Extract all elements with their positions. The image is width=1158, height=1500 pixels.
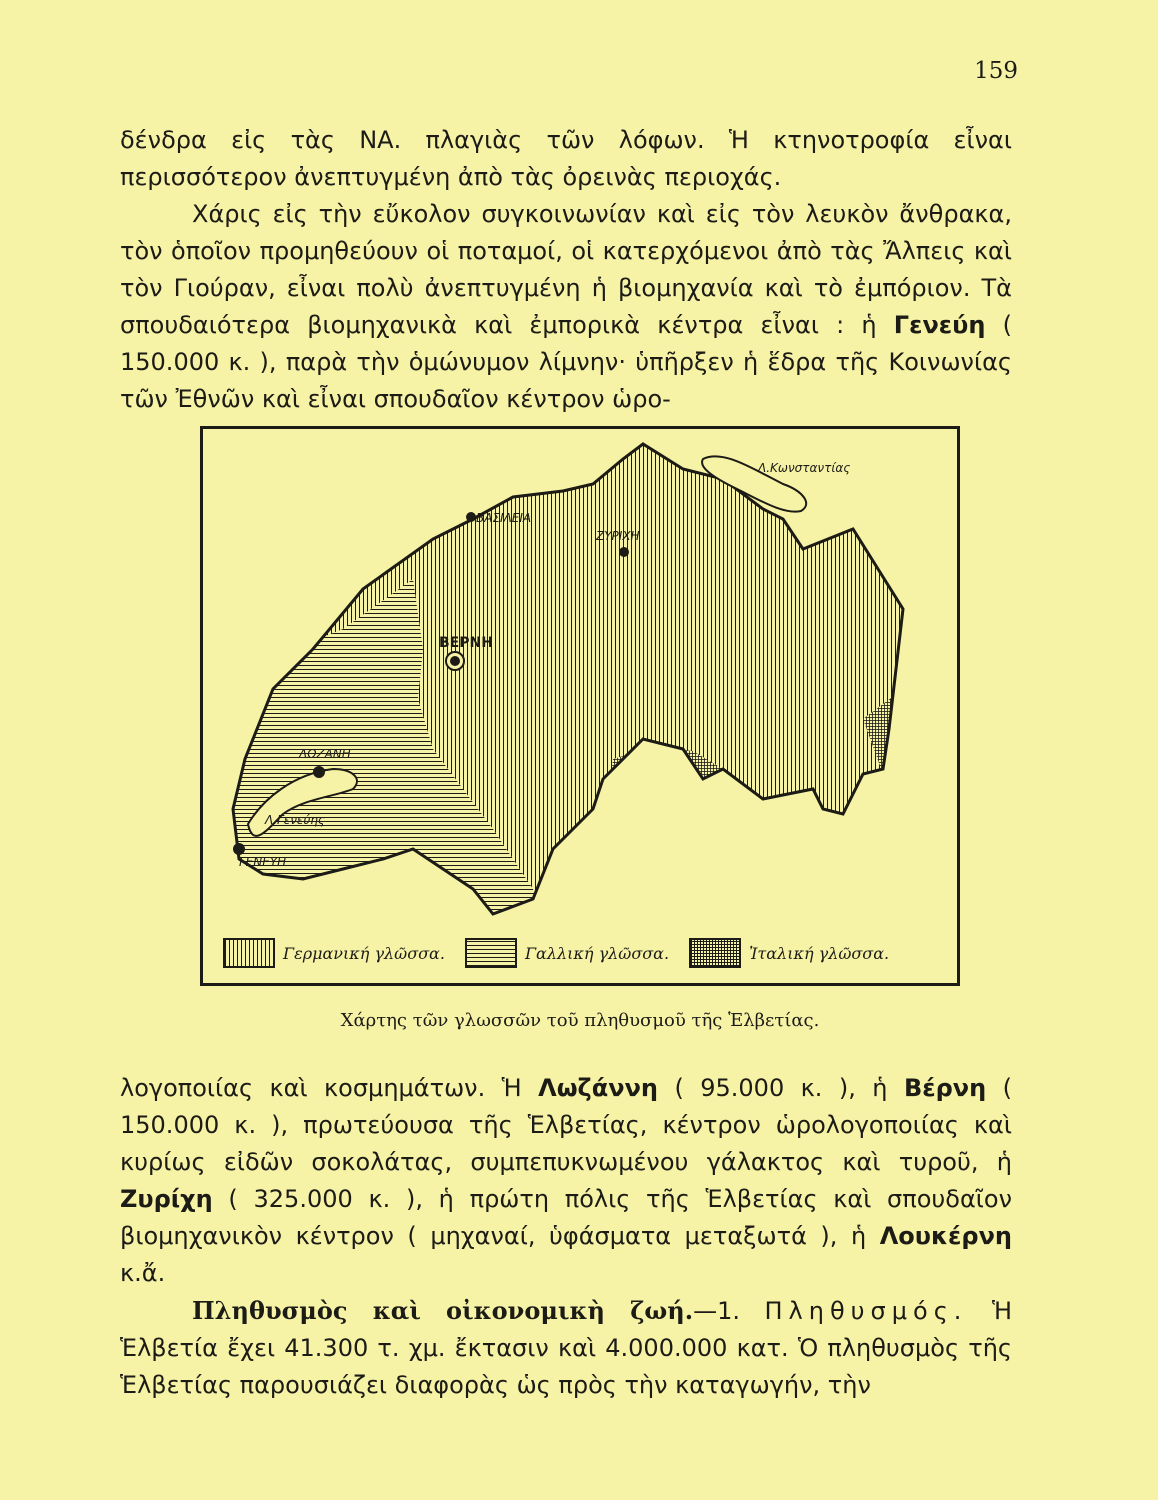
label-zurich: ΖΥΡΙΧΗ	[596, 529, 640, 543]
page-number: 159	[974, 58, 1018, 84]
legend-swatch-french	[465, 938, 517, 968]
legend-label-italian: Ἰταλική γλῶσσα.	[749, 943, 890, 963]
paragraph-1: δένδρα εἰς τὰς ΝΑ. πλαγιὰς τῶν λόφων. Ἡ κτηνοτροφία εἶναι περισσότερον ἀνεπτυγμένη ἀπὸ τὰς ὀρεινὰς περιοχάς.	[120, 126, 1012, 191]
map-caption: Χάρτης τῶν γλωσσῶν τοῦ πληθυσμοῦ τῆς Ἑλβετίας.	[340, 1010, 820, 1031]
geneva-dot	[233, 843, 245, 855]
bern-bold: Βέρνη	[903, 1074, 987, 1102]
map-drawing	[203, 429, 957, 933]
legend-label-french: Γαλλική γλῶσσα.	[524, 943, 670, 963]
section-heading: Πληθυσμὸς καὶ οἰκονομικὴ ζωή.	[192, 1296, 694, 1325]
p3-part-e: κ.ἄ.	[120, 1259, 166, 1287]
bern-dot-inner	[450, 656, 460, 666]
p4-rest: Ἡ Ἑλβετία ἔχει 41.300 τ. χμ. ἔκτασιν καὶ 4.000.000 κατ. Ὁ πληθυσμὸς τῆς Ἑλβετίας παρουσιάζει διαφορὰς ὡς πρὸς τὴν καταγωγήν, τὴν	[120, 1297, 1012, 1399]
text-block-top	[120, 122, 1012, 418]
p3-part-a: λογοποιίας καὶ κοσμημάτων. Ἡ	[120, 1074, 539, 1102]
language-map	[200, 426, 960, 986]
zurich-dot	[619, 547, 629, 557]
zurich-bold: Ζυρίχη	[120, 1185, 213, 1213]
paragraph-2-part-a: Χάρις εἰς τὴν εὔκολον συγκοινωνίαν καὶ εἰς τὸν λευκὸν ἄνθρακα, τὸν ὁποῖον προμηθεύουν οἱ ποταμοί, οἱ κατερχόμενοι ἀπὸ τὰς Ἄλπεις καὶ τὸν Γιούραν, εἶναι πολὺ ἀνεπτυγμένη ἡ βιομηχανία καὶ τὸ ἐμπόριον. Τὰ σπουδαιότερα βιομηχανικὰ καὶ ἐμπορικὰ κέντρα εἶναι : ἡ	[120, 200, 1012, 339]
p3-part-b: ( 95.000 κ. ), ἡ	[658, 1074, 904, 1102]
paragraph-2	[120, 196, 1012, 418]
p3-part-d: ( 325.000 κ. ), ἡ πρώτη πόλις τῆς Ἑλβετίας καὶ σπουδαῖον βιομηχανικὸν κέντρον ( μηχαναί, ὑφάσματα μεταξωτά ), ἡ	[120, 1185, 1012, 1250]
paragraph-4	[120, 1292, 1012, 1404]
map-legend	[223, 937, 943, 969]
text-block-bottom	[120, 1070, 1012, 1404]
legend-label-german: Γερμανική γλῶσσα.	[283, 943, 445, 963]
lausanne-dot	[313, 766, 325, 778]
label-constance: Λ.Κωνσταντίας	[758, 461, 851, 475]
label-lausanne: ΛΩΖΑΝΗ	[299, 747, 351, 761]
geneva-bold: Γενεύη	[893, 311, 986, 339]
basel-dot	[466, 512, 476, 522]
label-lake-geneva: Λ.Γενεύης	[265, 813, 325, 827]
p4-spaced-heading: Πληθυσμός.	[764, 1297, 968, 1325]
label-geneva: ΓΕΝΕΥΗ	[239, 855, 287, 869]
lucerne-bold: Λουκέρνη	[879, 1222, 1012, 1250]
lausanne-bold: Λωζάννη	[538, 1074, 659, 1102]
label-bern: ΒΕΡΝΗ	[439, 635, 493, 651]
paragraph-3	[120, 1070, 1012, 1292]
p4-number: —1.	[693, 1297, 765, 1325]
p3-part-c: ( 150.000 κ. ), πρωτεύουσα τῆς Ἑλβετίας, κέντρον ὡρολογοποιίας καὶ κυρίως εἰδῶν σοκολάτας, συμπεπυκνωμένου γάλακτος καὶ τυροῦ, ἡ	[120, 1074, 1012, 1176]
legend-swatch-italian	[689, 938, 741, 968]
paragraph-2-part-b: ( 150.000 κ. ), παρὰ τὴν ὁμώνυμον λίμνην· ὑπῆρξεν ἡ ἕδρα τῆς Κοινωνίας τῶν Ἐθνῶν καὶ εἶναι σπουδαῖον κέντρον ὡρο-	[120, 311, 1012, 413]
label-basel: ΒΑΣΙΛΕΙΑ	[476, 511, 532, 525]
legend-swatch-german	[223, 938, 275, 968]
